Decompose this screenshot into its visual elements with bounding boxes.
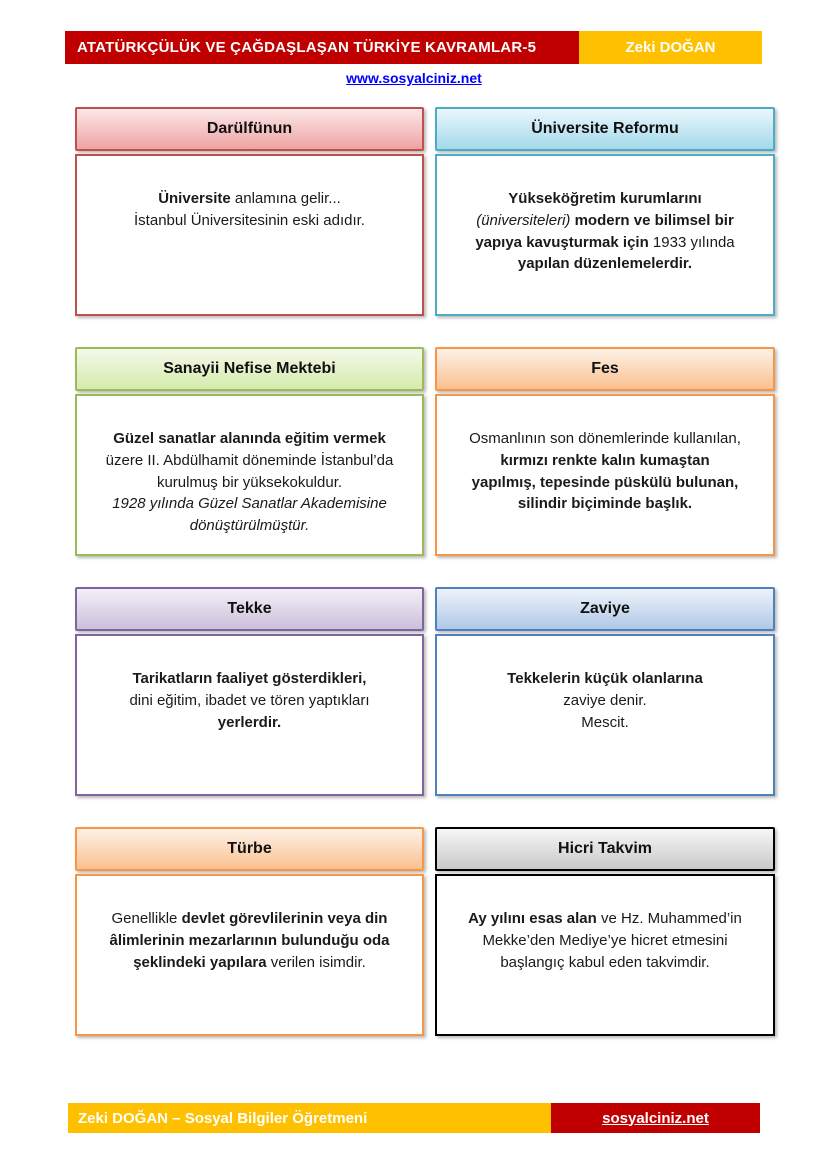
card: [435, 107, 775, 316]
card: [435, 587, 775, 796]
card: [75, 827, 424, 1036]
card-body-text: Genellikle devlet görevlilerinin veya din âlimlerinin mezarlarının bulunduğu oda şeklindeki yapılara verilen isimdir.: [75, 874, 424, 1036]
card-title: Tekke: [75, 587, 424, 631]
card-body-text: Üniversite anlamına gelir... İstanbul Üniversitesinin eski adıdır.: [75, 154, 424, 316]
card-title: Fes: [435, 347, 775, 391]
cards-grid: [75, 107, 775, 1036]
card: [435, 347, 775, 556]
card-body-text: Tekkelerin küçük olanlarına zaviye denir. Mescit.: [435, 634, 775, 796]
card-title: Sanayii Nefise Mektebi: [75, 347, 424, 391]
site-link-row: [0, 70, 828, 88]
card: [75, 347, 424, 556]
card-title: Üniversite Reformu: [435, 107, 775, 151]
page-title: ATATÜRKÇÜLÜK VE ÇAĞDAŞLAŞAN TÜRKİYE KAVRAMLAR-5: [65, 31, 579, 64]
card-body-text: Tarikatların faaliyet gösterdikleri, dini eğitim, ibadet ve tören yaptıkları yerlerdir.: [75, 634, 424, 796]
card-body-text: Ay yılını esas alan ve Hz. Muhammed’in Mekke’den Mediye’ye hicret etmesini başlangıç kabul eden takvimdir.: [435, 874, 775, 1036]
author-name: Zeki DOĞAN: [579, 31, 762, 64]
card: [75, 107, 424, 316]
footer-link-area: [551, 1103, 760, 1133]
footer-banner: [68, 1103, 760, 1133]
footer-author: Zeki DOĞAN – Sosyal Bilgiler Öğretmeni: [68, 1103, 551, 1133]
top-banner: [65, 31, 762, 64]
footer-website-link[interactable]: sosyalciniz.net: [602, 1109, 709, 1127]
card-title: Darülfünun: [75, 107, 424, 151]
card-title: Türbe: [75, 827, 424, 871]
card-body-text: Güzel sanatlar alanında eğitim vermek üzere II. Abdülhamit döneminde İstanbul’da kurulmuş bir yüksekokuldur. 1928 yılında Güzel Sanatlar Akademisine dönüştürülmüştür.: [75, 394, 424, 556]
website-link[interactable]: www.sosyalciniz.net: [346, 70, 482, 86]
card: [75, 587, 424, 796]
card: [435, 827, 775, 1036]
card-title: Zaviye: [435, 587, 775, 631]
card-body-text: Yükseköğretim kurumlarını (üniversiteleri) modern ve bilimsel bir yapıya kavuşturmak için 1933 yılında yapılan düzenlemelerdir.: [435, 154, 775, 316]
card-title: Hicri Takvim: [435, 827, 775, 871]
card-body-text: Osmanlının son dönemlerinde kullanılan, kırmızı renkte kalın kumaştan yapılmış, tepesinde püskülü bulunan, silindir biçiminde başlık.: [435, 394, 775, 556]
